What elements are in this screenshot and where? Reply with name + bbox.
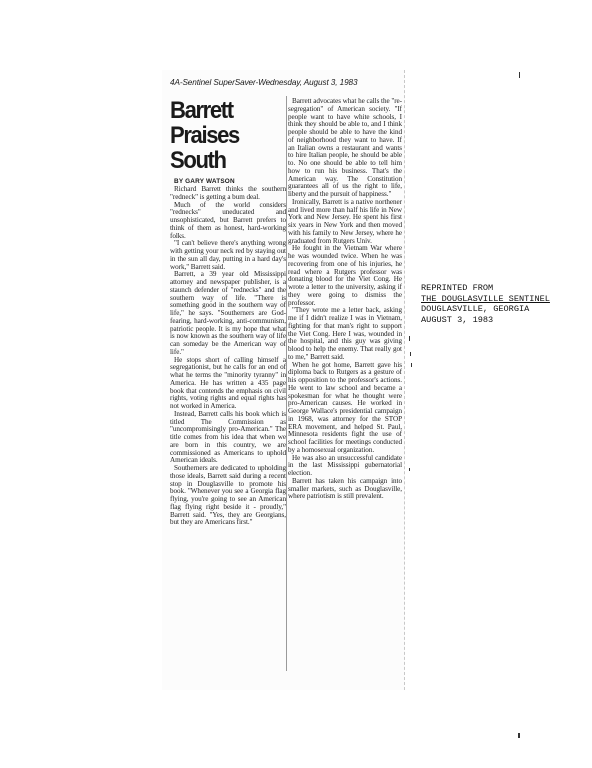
paragraph: Barrett has taken his campaign into smaller markets, such as Douglasville, where patriotism is still prevalent. <box>288 476 402 501</box>
headline-line: Praises <box>170 122 239 149</box>
paragraph: Instead, Barrett calls his book which is titled The Commission as "uncompromisingly pro-American." The title comes from his idea that when we are born in this country, we are commissioned as Americans to uphold American ideals. <box>170 409 286 465</box>
paragraph: Ironically, Barrett is a native northener and lived more than half his life in New York and New Jersey. He spent his first six years in New York and then moved with his family to New Jersey, where he graduated from Rutgers Univ. <box>288 197 402 245</box>
article-headline <box>170 98 277 173</box>
paragraph: When he got home, Barrett gave his diploma back to Rutgers as a gesture of his opposition to the professor's actions. He went to law school and became a spokesman for what he thought were pro-American causes. He worked in George Wallace's presidential campaign in 1968, was attorney for the STOP ERA movement, and helped St. Paul, Minnesota residents fight the use of school facilities for meetings conducted by a homosexual organization. <box>288 360 402 454</box>
paragraph: He stops short of calling himself a segregationist, but he calls for an end of what he terms the "minority tyranny" in America. He has written a 435 page book that contends the emphasis on civil rights, voting rights and equal rights has not worked in America. <box>170 355 286 410</box>
stamp-line: DOUGLASVILLE, GEORGIA <box>421 304 530 314</box>
paragraph: He was also an unsuccessful candidate in the last Mississippi gubernatorial election. <box>288 453 402 477</box>
scan-mark <box>518 733 520 738</box>
byline: BY GARY WATSON <box>174 178 235 185</box>
paragraph: He fought in the Vietnam War where he was wounded twice. When he was recovering from one of his injuries, he read where a Rutgers professor was donating blood for the Viet Cong. He wrote a letter to the university, asking if they were going to dismiss the professor. <box>288 244 402 307</box>
paragraph: Barrett, a 39 year old Mississippi attorney and newspaper publisher, is a staunch defender of "rednecks" and the southern way of life. "There is something good in the southern way of life," he says. "Southerners are God-fearing, hard-working, anti-communism, patriotic people. It is my hope that what is now known as the southern way of life can someday be the American way of life." <box>170 270 286 356</box>
paragraph: "I can't believe there's anything wrong with getting your neck red by staying out in the sun all day, putting in a hard day's work," Barrett said. <box>170 239 286 271</box>
paragraph: Barrett advocates what he calls the "re-segregation" of American society. "If people want to have white schools, I think they should be able to, and I think people should be able to have the kind of neighborhood they want to have. If an Italian owns a restaurant and wants to hire Italian people, he should be able to. No one should be able to tell him how to run his business. That's the American way. The Constitution guarantees all of us the right to life, liberty and the pursuit of happiness." <box>288 97 402 198</box>
paragraph: Richard Barrett thinks the southern "redneck" is getting a bum deal. <box>170 185 286 201</box>
scan-mark <box>411 363 412 367</box>
reprint-stamp <box>421 283 550 325</box>
scan-mark <box>409 336 410 341</box>
paragraph: "They wrote me a letter back, asking me if I didn't realize I was in Vietnam, fighting for that man's right to support the Viet Cong. Here I was, wounded in the hospital, and this guy was giving blood to help the enemy. That really got to me," Barrett said. <box>288 306 402 361</box>
stamp-line: THE DOUGLASVILLE SENTINEL <box>421 293 550 304</box>
headline-line: South <box>170 147 226 174</box>
stamp-line: AUGUST 3, 1983 <box>421 314 494 325</box>
column-divider <box>286 96 287 671</box>
article-left-column <box>170 98 286 527</box>
article-right-column <box>288 98 402 501</box>
scan-mark <box>409 468 410 471</box>
stamp-line: REPRINTED FROM <box>421 283 494 293</box>
paragraph: Southerners are dedicated to upholding those ideals, Barrett said during a recent stop in Douglasville to promote his book. "Whenever you see a Georgia flag flying, you're going to see an American flag flying right beside it - proudly," Barrett said. "Yes, they are Georgians, but they are Americans first." <box>170 464 286 527</box>
headline-line: Barrett <box>170 97 233 124</box>
paragraph: Much of the world considers "rednecks" uneducated and unsophisticated, but Barrett prefers to think of them as honest, hard-working folks. <box>170 200 286 240</box>
scan-mark <box>410 352 411 356</box>
scan-mark <box>519 72 520 78</box>
dateline: 4A-Sentinel SuperSaver-Wednesday, August 3, 1983 <box>170 78 358 87</box>
